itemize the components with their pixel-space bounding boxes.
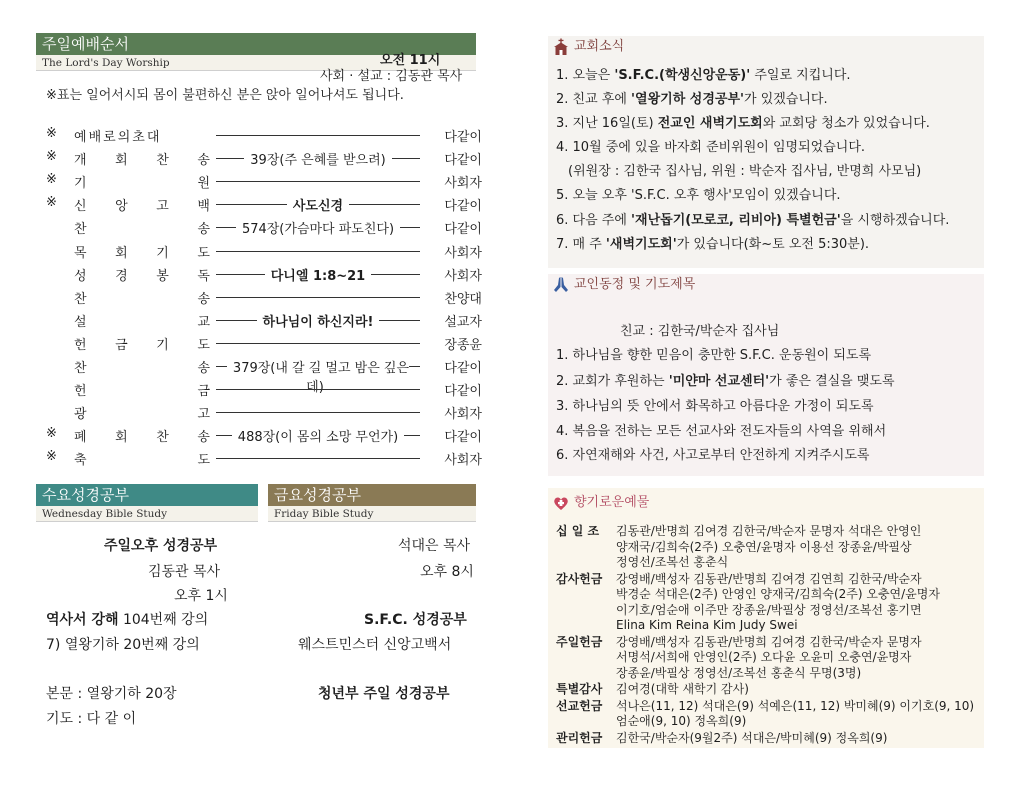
- worship-item: [74, 172, 210, 191]
- news-item-bold: '열왕기하 성경공부': [631, 92, 744, 107]
- worship-content-text: 574장(가슴마다 파도친다): [236, 222, 400, 237]
- worship-item: [74, 149, 210, 168]
- news-item-post: 와 교회당 청소가 있었습니다.: [762, 116, 930, 131]
- worship-who: 다같이: [444, 153, 482, 169]
- news-item-pre: 7. 매 주: [556, 237, 606, 252]
- worship-who: 다같이: [444, 361, 482, 376]
- leader-line: [216, 343, 420, 344]
- worship-who: 사회자: [444, 268, 482, 284]
- worship-item-char: 기: [156, 245, 169, 261]
- news-item: [556, 88, 828, 107]
- praying-hands-icon: [552, 276, 570, 294]
- friday-line-1: 석대은 목사: [398, 538, 471, 554]
- worship-row: [46, 263, 482, 283]
- church-news-header: [548, 36, 984, 58]
- offering-names: [616, 635, 986, 682]
- prayer-item-post: 가 좋은 결실을 맺도록: [769, 374, 895, 389]
- news-item-pre: 3. 지난 16일(토): [556, 116, 658, 131]
- news-item-post: 가 있겠습니다.: [744, 92, 828, 107]
- offering-names: [616, 731, 986, 747]
- offering-names: [616, 572, 986, 634]
- worship-content: [216, 149, 420, 168]
- worship-row: [46, 424, 482, 444]
- news-item-pre: 4. 10월 중에 있을 바자회 준비위원이 임명되었습니다.: [556, 140, 866, 155]
- worship-item-char: 로: [103, 130, 118, 145]
- prayer-item-pre: 4. 복음을 전하는 모든 선교사와 전도자들의 사역을 위해서: [556, 424, 887, 439]
- worship-title: 주일예배순서: [36, 33, 476, 55]
- worship-item: [74, 426, 210, 445]
- worship-title-en: The Lord's Day Worship: [36, 55, 476, 71]
- friday-title-en: Friday Bible Study: [268, 506, 476, 522]
- worship-item-char: 대: [146, 130, 162, 145]
- standing-mark: ※: [46, 195, 57, 211]
- friday-header: [268, 484, 476, 522]
- worship-who: 사회자: [444, 453, 482, 469]
- wednesday-line-4-bold: 역사서 강해: [46, 612, 119, 628]
- worship-item: [74, 334, 210, 353]
- worship-row: [46, 147, 482, 167]
- worship-note: ※표는 일어서시되 몸이 불편하신 분은 앉아 일어나셔도 됩니다.: [46, 88, 404, 103]
- leader-line: [216, 389, 420, 390]
- news-item: [556, 112, 930, 131]
- offering-names: [616, 682, 986, 698]
- worship-item-char: 봉: [156, 268, 169, 284]
- offering-names-line: 장종윤/박필상 정영선/조복선 홍춘식 무명(3명): [616, 665, 862, 680]
- church-icon: [552, 38, 570, 56]
- worship-row: [46, 309, 482, 329]
- worship-who: 사회자: [444, 245, 482, 261]
- leader-line: [216, 181, 420, 182]
- prayer-item-pre: 1. 하나님을 향한 믿음이 충만한 S.F.C. 운동원이 되도록: [556, 348, 872, 363]
- worship-item: [74, 265, 210, 284]
- worship-row: [46, 286, 482, 306]
- worship-content: [216, 218, 420, 237]
- worship-item-char: 고: [197, 407, 210, 423]
- worship-content-text: 488장(이 몸의 소망 무언가): [232, 430, 404, 445]
- church-news-title: 교회소식: [574, 39, 625, 54]
- worship-item-char: 도: [197, 337, 210, 353]
- offering-names-line: 김한국/박순자(9월2주) 석대은/박미혜(9) 정옥희(9): [616, 730, 888, 745]
- news-item-bold: '재난돕기(모로코, 리비아) 특별헌금': [631, 213, 841, 228]
- worship-item-char: 백: [197, 199, 210, 215]
- gift-heart-icon: [552, 494, 570, 512]
- prayer-panel: [548, 274, 984, 476]
- wednesday-line-1: 주일오후 성경공부: [104, 538, 218, 554]
- worship-row: [46, 170, 482, 190]
- news-item-pre: 6. 다음 주에: [556, 213, 632, 228]
- worship-content: [216, 195, 420, 214]
- leader-line: [216, 251, 420, 252]
- news-item-post: 을 시행하겠습니다.: [840, 213, 950, 228]
- news-item-post: 가 있습니다(화~토 오전 5:30분).: [676, 237, 870, 252]
- offering-names-line: 양재국/김희숙(2주) 오충연/윤명자 이용선 장종윤/박필상: [616, 539, 912, 554]
- offering-names-line: 정영선/조복선 홍춘식: [616, 555, 729, 569]
- news-item: [556, 209, 949, 228]
- offering-category: 십 일 조: [556, 524, 600, 538]
- news-item-pre: (위원장 : 김한국 집사님, 위원 : 박순자 집사님, 반명희 사모님): [568, 164, 922, 179]
- offering-names-line: 석나은(11, 12) 석대은(9) 석예은(11, 12) 박미혜(9) 이기호(9, 10): [616, 698, 975, 713]
- offering-names-line: Elina Kim Reina Kim Judy Swei: [616, 618, 798, 632]
- worship-item-char: 찬: [74, 222, 87, 238]
- worship-content-text: 하나님이 하신지라!: [257, 315, 380, 330]
- leader-line: [216, 412, 420, 413]
- wednesday-title-en: Wednesday Bible Study: [36, 506, 258, 522]
- worship-item-char: 헌: [74, 384, 87, 400]
- worship-item-char: 송: [197, 222, 210, 238]
- worship-item: [74, 357, 210, 376]
- wednesday-title: 수요성경공부: [36, 484, 258, 506]
- friday-line-3: S.F.C. 성경공부: [364, 612, 467, 628]
- worship-item-char: 배: [88, 130, 104, 145]
- worship-who: 설교자: [444, 314, 482, 330]
- worship-row: [46, 124, 482, 144]
- worship-item-char: 회: [115, 245, 128, 261]
- worship-item: [74, 195, 210, 214]
- worship-who: 사회자: [444, 407, 482, 423]
- wednesday-line-5: 7) 열왕기하 20번째 강의: [46, 637, 200, 653]
- worship-content: [216, 265, 420, 284]
- worship-item-char: 찬: [156, 153, 169, 169]
- worship-item-char: 교: [197, 314, 210, 330]
- offering-category: 감사헌금: [556, 571, 603, 586]
- worship-item: [74, 380, 210, 399]
- offerings-panel: [548, 488, 984, 748]
- worship-item-char: 송: [197, 430, 210, 446]
- standing-mark: ※: [46, 172, 57, 188]
- wednesday-line-6: 본문 : 열왕기하 20장: [46, 686, 177, 702]
- offering-category: 관리헌금: [556, 730, 603, 745]
- worship-item-char: 송: [197, 153, 210, 169]
- worship-officiant: 사회 · 설교 : 김동관 목사: [320, 69, 463, 84]
- worship-item: [74, 403, 210, 422]
- offering-names-line: 엄순애(9, 10) 정옥희(9): [616, 714, 747, 728]
- worship-item-char: 성: [74, 268, 87, 284]
- worship-row: [46, 240, 482, 260]
- worship-item-char: 독: [197, 268, 210, 284]
- standing-mark: ※: [46, 126, 57, 141]
- prayer-item: [556, 395, 874, 414]
- worship-who: 다같이: [444, 430, 482, 446]
- friday-title: 금요성경공부: [268, 484, 476, 506]
- prayer-item-pre: 6. 자연재해와 사건, 사고로부터 안전하게 지켜주시도록: [556, 448, 870, 463]
- friday-line-2: 오후 8시: [420, 564, 474, 580]
- worship-item-char: 고: [156, 199, 169, 215]
- worship-who: 찬양대: [444, 291, 482, 307]
- prayer-item: [556, 444, 869, 463]
- news-item-pre: 5. 오늘 오후 'S.F.C. 오후 행사'모임이 있겠습니다.: [556, 188, 841, 203]
- leader-line: [216, 297, 420, 298]
- worship-item-char: 송: [197, 361, 210, 376]
- worship-who: 사회자: [444, 176, 482, 192]
- worship-item-char: 목: [74, 245, 87, 261]
- offering-names-line: 이기호/엄순애 이주만 장종윤/박필상 정영선/조복선 홍기면: [616, 602, 922, 617]
- worship-content: [216, 311, 420, 330]
- worship-item-char: 헌: [74, 337, 87, 353]
- offering-names: [616, 699, 986, 730]
- worship-content-text: 39장(주 은혜를 받으려): [244, 153, 391, 168]
- worship-who: 다같이: [444, 222, 482, 238]
- worship-item-char: 회: [115, 153, 128, 169]
- wednesday-line-4: [46, 609, 208, 629]
- friday-line-5: 청년부 주일 성경공부: [318, 686, 450, 702]
- news-item: [556, 184, 841, 203]
- wednesday-header: [36, 484, 258, 522]
- worship-item: [74, 311, 210, 330]
- worship-item-char: 도: [197, 453, 210, 469]
- prayer-item-pre: 2. 교회가 후원하는: [556, 374, 669, 389]
- worship-item-char: 도: [197, 245, 210, 261]
- offerings-header: [548, 492, 984, 514]
- wednesday-line-3: 오후 1시: [174, 588, 228, 604]
- worship-item-char: 신: [74, 199, 87, 215]
- offering-category: 주일헌금: [556, 634, 603, 649]
- offering-names-line: 김동관/반명희 김여경 김한국/박순자 문명자 석대은 안영인: [616, 524, 922, 538]
- worship-content-text: 379장(내 갈 길 멀고 밤은 깊은데): [227, 361, 409, 395]
- standing-mark: ※: [46, 426, 57, 442]
- wednesday-line-4-rest: 104번째 강의: [118, 612, 209, 628]
- worship-item: [74, 449, 210, 468]
- worship-item-char: 찬: [74, 291, 87, 307]
- worship-time: 오전 11시: [380, 53, 441, 68]
- worship-item-char: 찬: [156, 430, 169, 446]
- offering-names-line: 김여경(대학 새학기 감사): [616, 682, 749, 696]
- worship-row: [46, 332, 482, 352]
- news-item-pre: 2. 친교 후에: [556, 92, 632, 107]
- prayer-item: [556, 370, 895, 389]
- prayer-item-pre: 3. 하나님의 뜻 안에서 화목하고 아름다운 가정이 되도록: [556, 399, 874, 414]
- worship-item: [74, 218, 210, 237]
- prayer-fellowship: 친교 : 김한국/박순자 집사님: [620, 324, 780, 339]
- worship-item-char: 송: [197, 291, 210, 307]
- worship-item-char: 의: [117, 130, 133, 145]
- worship-row: [46, 355, 482, 395]
- worship-item-char: 광: [74, 407, 87, 423]
- offering-names-line: 박경순 석대은(2주) 안영인 양재국/김희숙(2주) 오충연/윤명자: [616, 587, 940, 601]
- news-item: [568, 160, 921, 179]
- worship-item-char: 금: [197, 384, 210, 400]
- offering-category: 특별감사: [556, 682, 603, 696]
- worship-item-char: 찬: [74, 361, 87, 376]
- worship-who: 다같이: [444, 384, 482, 400]
- leader-line: [216, 135, 420, 136]
- worship-row: [46, 401, 482, 421]
- worship-item-char: 예: [74, 130, 89, 145]
- offering-names-line: 강영배/백성자 김동관/반명희 김여경 김연희 김한국/박순자: [616, 571, 922, 586]
- worship-content-text: 다니엘 1:8~21: [265, 269, 371, 284]
- news-item: [556, 233, 869, 252]
- worship-item-char: 기: [74, 176, 87, 192]
- wednesday-line-7: 기도 : 다 같 이: [46, 711, 137, 727]
- offering-names-line: 서명석/서희애 안영인(2주) 오다윤 오윤미 오충연/윤명자: [616, 650, 912, 664]
- worship-item-char: 개: [74, 153, 87, 169]
- worship-content-text: 사도신경: [287, 199, 349, 214]
- worship-who: 다같이: [444, 130, 482, 145]
- worship-row: [46, 447, 482, 467]
- standing-mark: ※: [46, 149, 57, 165]
- wednesday-line-2: 김동관 목사: [148, 564, 221, 580]
- worship-item-char: 원: [197, 176, 210, 192]
- worship-item-char: 축: [74, 453, 87, 469]
- worship-item-char: 폐: [74, 430, 87, 446]
- news-item-bold: 'S.F.C.(학생신앙운동)': [614, 68, 751, 83]
- news-item-bold: 전교인 새벽기도회: [657, 116, 763, 131]
- prayer-item: [556, 420, 886, 439]
- worship-item-char: 경: [115, 268, 128, 284]
- prayer-item-bold: '미얀마 선교센터': [668, 374, 770, 389]
- offerings-title: 향기로운예물: [574, 495, 650, 510]
- news-item-post: 주일로 지킵니다.: [750, 68, 851, 83]
- worship-item-char: 초: [132, 130, 147, 145]
- worship-who: 장종윤: [444, 337, 482, 353]
- worship-who: 다같이: [444, 199, 482, 215]
- worship-row: [46, 378, 482, 398]
- worship-item: [74, 288, 210, 307]
- news-item: [556, 136, 865, 155]
- church-news-panel: [548, 36, 984, 268]
- worship-item-char: 앙: [115, 199, 128, 215]
- news-item: [556, 64, 851, 83]
- worship-row: [46, 193, 482, 213]
- standing-mark: ※: [46, 449, 57, 465]
- worship-item-char: 설: [74, 314, 87, 330]
- news-item-pre: 1. 오늘은: [556, 68, 615, 83]
- worship-item-char: 회: [115, 430, 128, 446]
- worship-content: [216, 426, 420, 445]
- worship-row: [46, 216, 482, 236]
- worship-item: [74, 242, 210, 261]
- worship-item-char: 기: [156, 337, 169, 353]
- offering-names: [616, 524, 986, 571]
- news-item-bold: '새벽기도회': [605, 237, 677, 252]
- worship-item-char: 금: [115, 337, 128, 353]
- worship-item: [74, 126, 210, 145]
- prayer-title: 교인동정 및 기도제목: [574, 277, 696, 292]
- prayer-item: [556, 344, 871, 363]
- offering-category: 선교헌금: [556, 698, 603, 713]
- offering-names-line: 강영배/백성자 김동관/반명희 김여경 김한국/박순자 문명자: [616, 634, 922, 649]
- prayer-header: [548, 274, 984, 296]
- leader-line: [216, 458, 420, 459]
- friday-line-4: 웨스트민스터 신앙고백서: [298, 637, 452, 653]
